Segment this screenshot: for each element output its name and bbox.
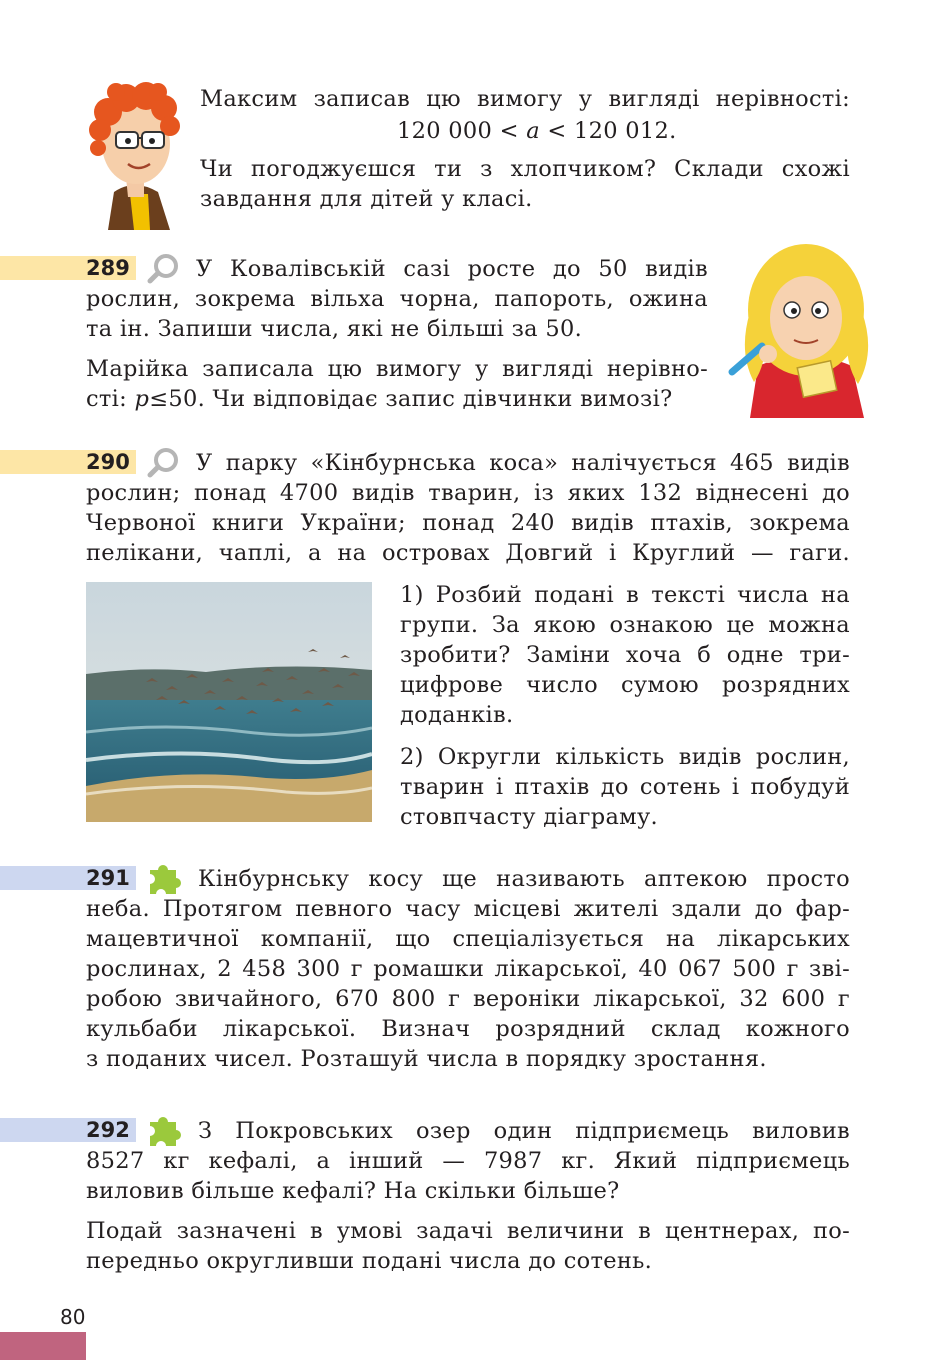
task-290-sub-1-line-1: 1) Розбий подані в тексті числа на xyxy=(400,582,850,608)
task-292-note xyxy=(86,1216,850,1276)
girl-illustration xyxy=(728,242,884,418)
task-292-line-3: виловив більше кефалі? На скільки більше? xyxy=(86,1178,620,1204)
task-290-sub-2 xyxy=(400,742,850,832)
inequality-right: < 120 012. xyxy=(539,118,677,144)
task-289-line-5 xyxy=(86,384,708,414)
task-289-line-5-b: ≤50. Чи відповідає запис дівчинки вимозі? xyxy=(149,386,673,412)
task-290-sub-1 xyxy=(400,580,850,730)
task-292-line-1: З Покровських озер один підприємець виловив xyxy=(198,1118,850,1144)
task-289-text xyxy=(86,254,708,344)
task-290-line-3: Червоної книги України; понад 240 видів птахів, зокрема xyxy=(86,510,850,536)
task-291-line-3: мацевтичної компанії, що спеціалізується на лікарських xyxy=(86,926,850,952)
task-289-variable: p xyxy=(134,386,150,412)
task-290-text xyxy=(86,448,850,568)
task-289-line-2: рослин, зокрема вільха чорна, папороть, ожина xyxy=(86,286,708,312)
inequality-variable: a xyxy=(526,118,540,144)
task-289-note xyxy=(86,354,708,414)
task-291-text xyxy=(86,864,850,1074)
task-292-line-4: Подай зазначені в умові задачі величини в центнерах, по- xyxy=(86,1218,850,1244)
task-291-line-2: неба. Протягом певного часу місцеві жителі здали до фар- xyxy=(86,896,850,922)
task-289-line-1: У Ковалівській сазі росте до 50 видів xyxy=(196,256,708,282)
intro-line-3: завдання для дітей у класі. xyxy=(200,186,533,212)
task-292-line-5: передньо округливши подані числа до сотень. xyxy=(86,1248,653,1274)
task-290-line-4: пелікани, чаплі, а на островах Довгий і Круглий — гаги. xyxy=(86,540,850,566)
task-290-sub-1-line-3: зробити? Заміни хоча б одне три- xyxy=(400,642,850,668)
intro-question xyxy=(200,154,850,214)
intro-paragraph xyxy=(200,84,850,114)
task-292-text xyxy=(86,1116,850,1206)
page-number-bar xyxy=(0,1332,86,1360)
intro-line-2: Чи погоджуєшся ти з хлопчиком? Склади схожі xyxy=(200,156,850,182)
task-289-number: 289 xyxy=(86,256,130,280)
inequality-left: 120 000 < xyxy=(397,118,527,144)
task-291-number: 291 xyxy=(86,866,130,890)
task-290-sub-1-line-2: групи. За якою ознакою це можна xyxy=(400,612,850,638)
task-290-sub-1-line-4: цифрове число сумою розрядних xyxy=(400,672,850,698)
task-291-line-6: кульбаби лікарської. Визнач розрядний склад кожного xyxy=(86,1016,850,1042)
task-292-number: 292 xyxy=(86,1118,130,1142)
intro-line-1: Максим записав цю вимогу у вигляді нерівності: xyxy=(200,86,850,112)
task-290-sub-2-line-1: 2) Округли кількість видів рослин, xyxy=(400,744,850,770)
inequality xyxy=(397,116,677,146)
task-291-line-5: робою звичайного, 670 800 г вероніки лікарської, 32 600 г xyxy=(86,986,850,1012)
task-290-number: 290 xyxy=(86,450,130,474)
task-290-sub-2-line-3: стовпчасту діаграму. xyxy=(400,804,658,830)
task-292-line-2: 8527 кг кефалі, а інший — 7987 кг. Який підприємець xyxy=(86,1148,850,1174)
task-291-line-4: рослинах, 2 458 300 г ромашки лікарської, 40 067 500 г зві- xyxy=(86,956,850,982)
task-289-line-4: Марійка записала цю вимогу у вигляді нерівно- xyxy=(86,356,708,382)
page-number: 80 xyxy=(60,1305,86,1329)
task-289-line-5-a: сті: xyxy=(86,386,135,412)
task-289-line-3: та ін. Запиши числа, які не більші за 50. xyxy=(86,316,583,342)
task-290-line-1: У парку «Кінбурнська коса» налічується 465 видів xyxy=(196,450,850,476)
task-290-sub-2-line-2: тварин і птахів до сотень і побудуй xyxy=(400,774,850,800)
task-291-line-1: Кінбурнську косу ще називають аптекою просто xyxy=(198,866,850,892)
task-290-line-2: рослин; понад 4700 видів тварин, із яких 132 віднесені до xyxy=(86,480,850,506)
birds-photo xyxy=(86,582,372,822)
boy-illustration xyxy=(78,82,190,230)
task-291-line-7: з поданих чисел. Розташуй числа в порядку зростання. xyxy=(86,1046,767,1072)
task-290-sub-1-line-5: доданків. xyxy=(400,702,514,728)
